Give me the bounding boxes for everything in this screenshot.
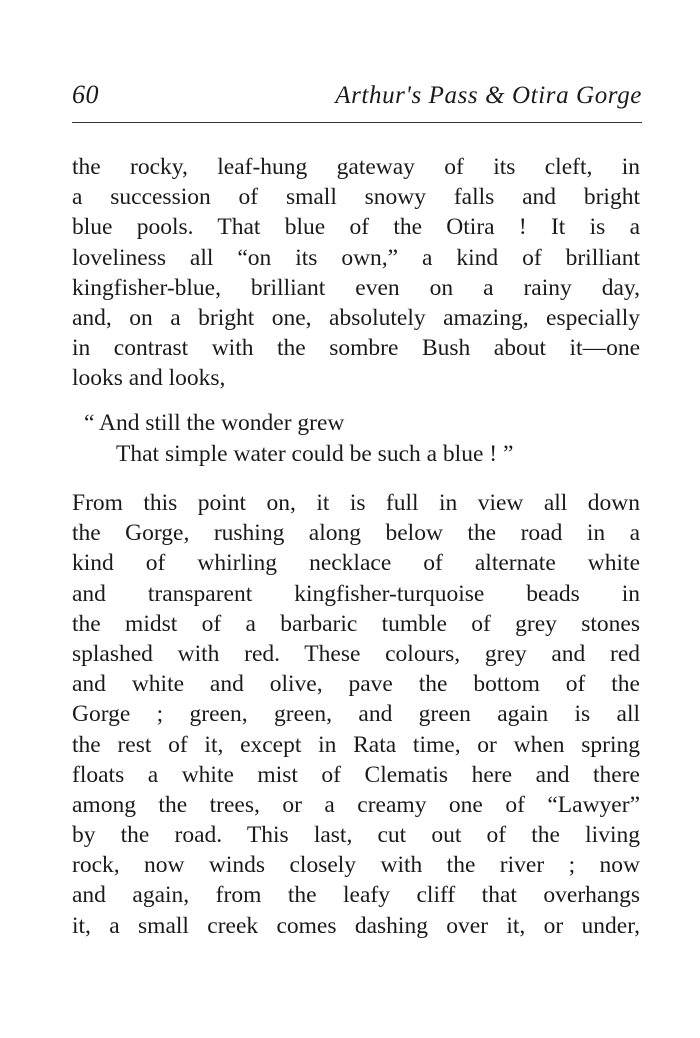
text-line: rock, now winds closely with the river ; now — [72, 852, 640, 879]
text-line: it, a small creek comes dashing over it, or under, — [72, 912, 640, 939]
paragraph-2 — [72, 488, 640, 941]
paragraph-1 — [72, 152, 640, 394]
text-line: and white and olive, pave the bottom of the — [72, 671, 640, 698]
verse-quotation — [84, 408, 513, 470]
text-line: kind of whirling necklace of alternate white — [72, 550, 640, 577]
text-line: blue pools. That blue of the Otira ! It is a — [72, 214, 640, 241]
text-line: the rest of it, except in Rata time, or when spring — [72, 731, 640, 758]
text-line: a succession of small snowy falls and bright — [72, 184, 640, 211]
text-line: looks and looks, — [72, 365, 226, 392]
text-line: in contrast with the sombre Bush about it—one — [72, 335, 640, 362]
text-line: Gorge ; green, green, and green again is all — [72, 701, 640, 728]
text-line: among the trees, or a creamy one of “Lawyer” — [72, 791, 640, 818]
page-header — [72, 80, 642, 120]
text-line: and, on a bright one, absolutely amazing, especially — [72, 304, 640, 331]
text-line: and again, from the leafy cliff that overhangs — [72, 882, 640, 909]
running-title: Arthur's Pass & Otira Gorge — [335, 82, 642, 109]
text-line: loveliness all “on its own,” a kind of brilliant — [72, 244, 640, 271]
text-line: splashed with red. These colours, grey and red — [72, 640, 640, 667]
text-line: floats a white mist of Clematis here and there — [72, 761, 640, 788]
header-rule — [72, 122, 642, 123]
text-line: kingfisher-blue, brilliant even on a rainy day, — [72, 274, 640, 301]
page-number: 60 — [72, 80, 99, 109]
text-line: the midst of a barbaric tumble of grey stones — [72, 610, 640, 637]
text-line: the Gorge, rushing along below the road in a — [72, 520, 640, 547]
text-line: and transparent kingfisher-turquoise beads in — [72, 580, 640, 607]
text-line: by the road. This last, cut out of the living — [72, 822, 640, 849]
text-line: From this point on, it is full in view all down — [72, 490, 640, 516]
verse-line: That simple water could be such a blue ! ” — [116, 441, 514, 467]
verse-line: “ And still the wonder grew — [84, 410, 345, 436]
text-line: the rocky, leaf-hung gateway of its cleft, in — [72, 154, 640, 180]
